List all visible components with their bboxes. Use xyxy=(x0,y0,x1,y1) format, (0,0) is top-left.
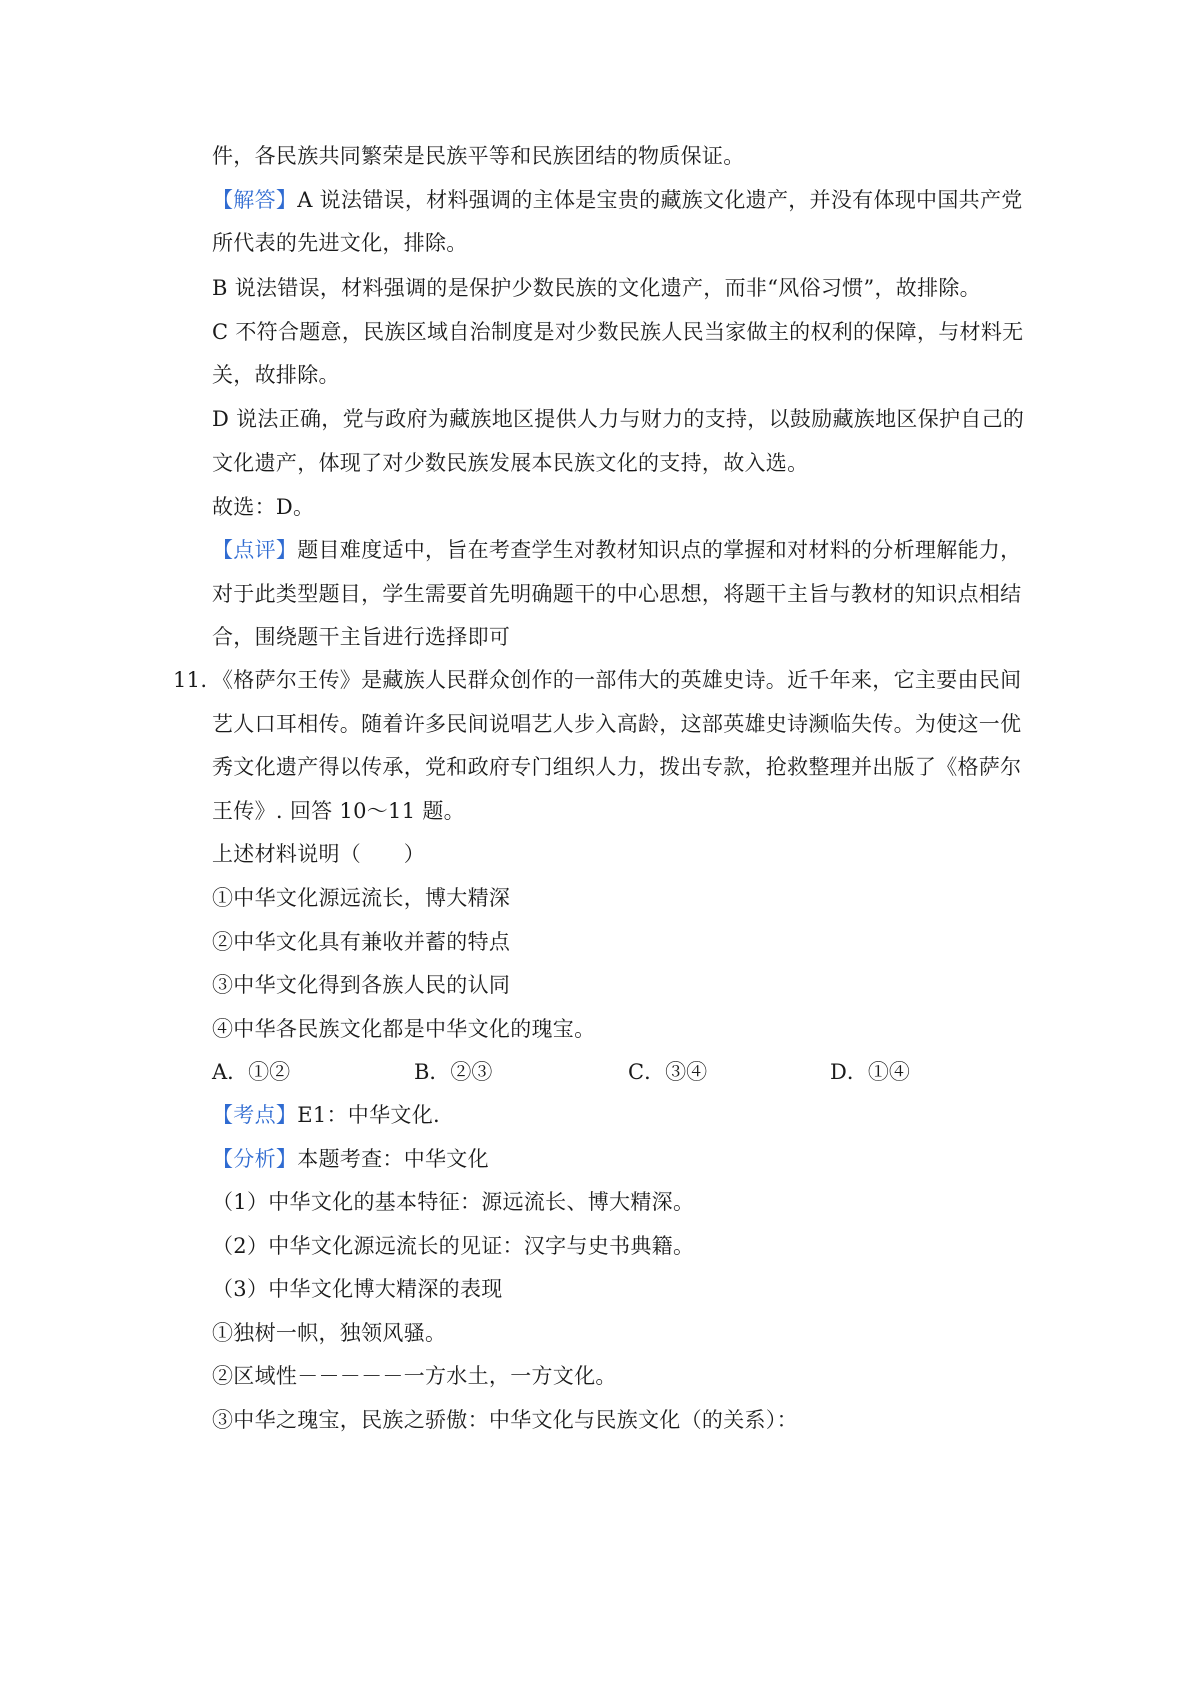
review-tag: 【点评】 xyxy=(212,538,298,562)
kaodian-tag: 【考点】 xyxy=(212,1103,298,1127)
question-prompt: 上述材料说明（ ） xyxy=(212,842,425,866)
analysis-sub-3: ③中华之瑰宝，民族之骄傲：中华文化与民族文化（的关系）： xyxy=(212,1408,798,1432)
review-text: 题目难度适中，旨在考查学生对教材知识点的掌握和对材料的分析理解能力， xyxy=(297,538,1022,562)
solution-conclusion: 故选：D。 xyxy=(212,495,315,519)
statement-3: ③中华文化得到各族人民的认同 xyxy=(212,973,511,997)
fenxi-tag: 【分析】 xyxy=(212,1147,298,1171)
solution-text: A 说法错误，材料强调的主体是宝贵的藏族文化遗产，并没有体现中国共产党 xyxy=(297,188,1023,212)
option-c: C．③④ xyxy=(628,1060,708,1084)
solution-line-7: 文化遗产，体现了对少数民族发展本民族文化的支持，故入选。 xyxy=(212,451,809,475)
statement-2: ②中华文化具有兼收并蓄的特点 xyxy=(212,930,511,954)
solution-line-5: 关，故排除。 xyxy=(212,363,340,387)
solution-line-4: C 不符合题意，民族区域自治制度是对少数民族人民当家做主的权利的保障，与材料无 xyxy=(212,320,1024,344)
fenxi-text: 本题考查：中华文化 xyxy=(297,1147,489,1171)
solution-tag: 【解答】 xyxy=(212,188,298,212)
solution-line-6: D 说法正确，党与政府为藏族地区提供人力与财力的支持，以鼓励藏族地区保护自己的 xyxy=(212,407,1025,431)
option-d: D．①④ xyxy=(830,1060,910,1084)
question-stem-3: 秀文化遗产得以传承，党和政府专门组织人力，拨出专款，抢救整理并出版了《格萨尔 xyxy=(212,755,1022,779)
analysis-tail: 件，各民族共同繁荣是民族平等和民族团结的物质保证。 xyxy=(212,144,745,168)
solution-line-3: B 说法错误，材料强调的是保护少数民族的文化遗产，而非“风俗习惯”，故排除。 xyxy=(212,276,981,300)
solution-line-2: 所代表的先进文化，排除。 xyxy=(212,231,468,255)
question-stem-1: 《格萨尔王传》是藏族人民群众创作的一部伟大的英雄史诗。近千年来，它主要由民间 xyxy=(212,668,1022,692)
statement-1: ①中华文化源远流长，博大精深 xyxy=(212,886,511,910)
question-number: 11. xyxy=(173,668,208,692)
analysis-point-3: （3）中华文化博大精深的表现 xyxy=(212,1277,503,1301)
analysis-sub-1: ①独树一帜，独领风骚。 xyxy=(212,1321,447,1345)
question-stem-2: 艺人口耳相传。随着许多民间说唱艺人步入高龄，这部英雄史诗濒临失传。为使这一优 xyxy=(212,712,1022,736)
review-line-2: 对于此类型题目，学生需要首先明确题干的中心思想，将题干主旨与教材的知识点相结 xyxy=(212,582,1022,606)
solution-line-1 xyxy=(212,186,1023,214)
analysis-point-2: （2）中华文化源远流长的见证：汉字与史书典籍。 xyxy=(212,1234,695,1258)
statement-4: ④中华各民族文化都是中华文化的瑰宝。 xyxy=(212,1017,596,1041)
review-line-1 xyxy=(212,536,1021,564)
review-line-3: 合，围绕题干主旨进行选择即可 xyxy=(212,625,511,649)
analysis-point-1: （1）中华文化的基本特征：源远流长、博大精深。 xyxy=(212,1190,695,1214)
option-b: B．②③ xyxy=(414,1060,493,1084)
kaodian-line xyxy=(212,1101,440,1129)
analysis-sub-2: ②区域性－－－－－一方水土，一方文化。 xyxy=(212,1364,617,1388)
option-a: A．①② xyxy=(212,1060,291,1084)
question-stem-4: 王传》. 回答 10～11 题。 xyxy=(212,799,465,823)
fenxi-line xyxy=(212,1145,489,1173)
kaodian-text: E1：中华文化. xyxy=(297,1103,440,1127)
